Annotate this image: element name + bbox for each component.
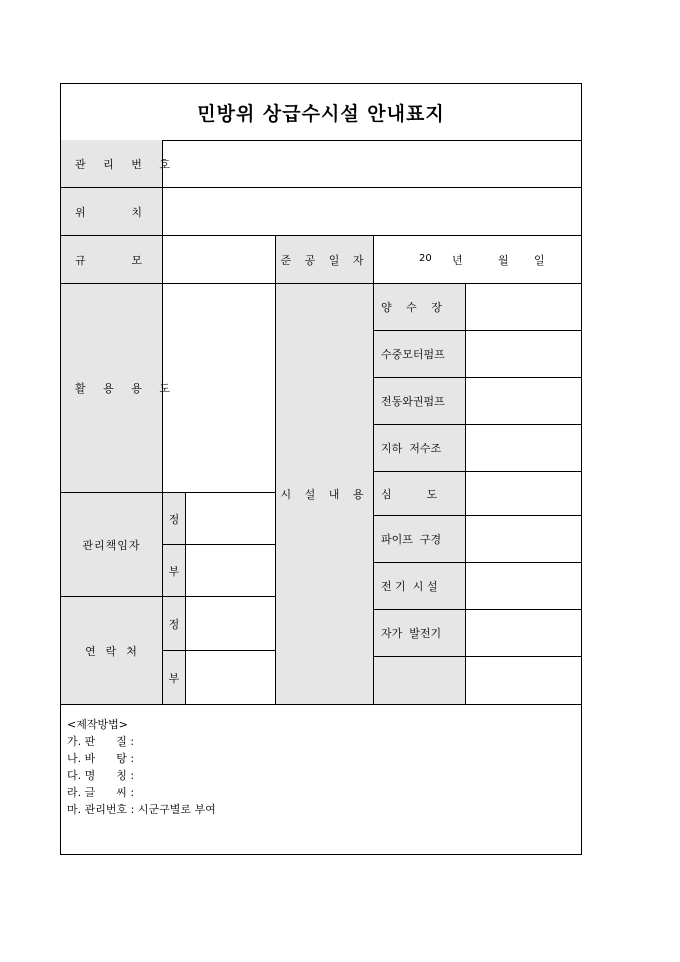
sign-form: [60, 83, 582, 855]
label-manager: 관리책임자: [61, 493, 163, 597]
label-location: [61, 188, 163, 236]
date-month: 월: [498, 254, 509, 267]
facility-value: [466, 610, 581, 657]
facility-item-electric-pump: 전동와권펌프: [374, 378, 466, 425]
facility-item-pipe-diameter: 파이프 구경: [374, 516, 466, 563]
form-title: 민방위 상급수시설 안내표지: [61, 84, 581, 141]
label-scale-right: 모: [131, 253, 142, 267]
value-contact-primary: [186, 597, 276, 651]
facility-value: [466, 378, 581, 425]
date-prefix: 20: [419, 253, 432, 264]
facility-value: [466, 472, 581, 516]
date-year: 년: [452, 254, 463, 267]
value-scale: [163, 236, 276, 284]
label-contact-primary: 정: [163, 597, 186, 651]
value-location: [163, 188, 581, 236]
production-notes: [67, 716, 216, 818]
facility-value: [466, 284, 581, 331]
value-completion-date: [374, 236, 581, 284]
notes-item: 다. 명 칭 :: [67, 769, 135, 782]
facility-item-electrical: 전 기 시 설: [374, 563, 466, 610]
label-completion-date: 준 공 일 자: [276, 236, 374, 284]
facility-item-generator: 자가 발전기: [374, 610, 466, 657]
value-manager-secondary: [186, 545, 276, 597]
value-contact-secondary: [186, 651, 276, 705]
facility-item-depth: 심 도: [374, 472, 466, 516]
label-location-left: 위: [75, 205, 86, 219]
label-usage: 활 용 용 도: [61, 284, 163, 493]
label-management-number: 관 리 번 호: [61, 140, 163, 188]
value-usage: [163, 284, 276, 493]
label-manager-secondary: 부: [163, 545, 186, 597]
facility-value: [466, 331, 581, 378]
date-day: 일: [534, 254, 545, 267]
notes-item: 라. 글 씨 :: [67, 786, 135, 799]
notes-item: 나. 바 탕 :: [67, 752, 135, 765]
facility-item-underground-tank: 지하 저수조: [374, 425, 466, 472]
label-contact: 연 락 처: [61, 597, 163, 705]
notes-item: 마. 관리번호 : 시군구별로 부여: [67, 803, 216, 816]
facility-item-submersible-pump: 수중모터펌프: [374, 331, 466, 378]
label-manager-primary: 정: [163, 493, 186, 545]
label-scale-left: 규: [75, 253, 86, 267]
label-scale: [61, 236, 163, 284]
facility-value: [466, 657, 581, 705]
notes-item: 가. 판 질 :: [67, 735, 135, 748]
label-contact-secondary: 부: [163, 651, 186, 705]
label-facility-contents: 시 설 내 용: [276, 284, 374, 705]
value-management-number: [163, 140, 581, 188]
value-manager-primary: [186, 493, 276, 545]
facility-item-pumping-station: 양 수 장: [374, 284, 466, 331]
facility-item-blank: [374, 657, 466, 705]
label-location-right: 치: [131, 205, 142, 219]
facility-value: [466, 516, 581, 563]
notes-heading: <제작방법>: [67, 718, 128, 731]
facility-value: [466, 563, 581, 610]
facility-value: [466, 425, 581, 472]
